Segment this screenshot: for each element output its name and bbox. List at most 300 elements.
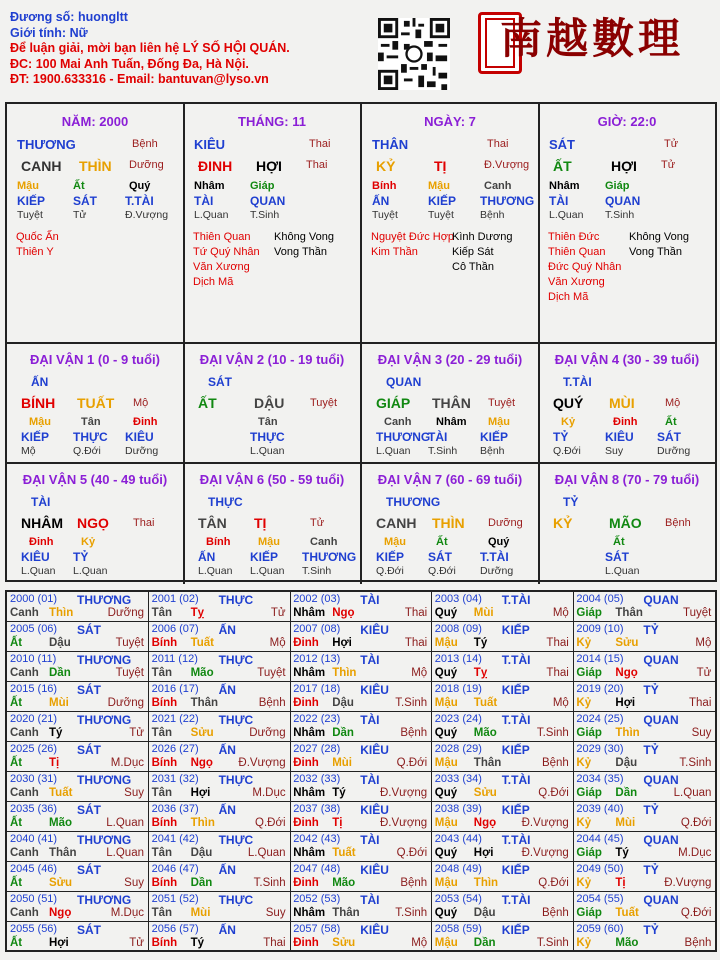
- year-ten-god: KIÊU: [360, 923, 389, 937]
- year-stem: Tân: [151, 607, 173, 619]
- year-label: 2005 (06): [10, 623, 58, 635]
- year-cell: [573, 712, 715, 742]
- hidden-ten-god: TÀI: [549, 194, 569, 208]
- year-cell: [573, 652, 715, 682]
- year-stem: Canh: [10, 667, 39, 679]
- hidden-stem: Tân: [81, 416, 101, 428]
- star-item: Kiếp Sát: [452, 246, 494, 258]
- year-status: Suy: [265, 907, 286, 919]
- year-branch: Thân: [49, 847, 77, 859]
- year-status: Thai: [546, 667, 569, 679]
- year-cell: [432, 922, 574, 952]
- pillar-ten-god: THƯƠNG: [17, 137, 76, 152]
- year-stem: Quý: [434, 607, 458, 619]
- year-label: 2056 (57): [151, 923, 199, 935]
- dai-van-5: [7, 464, 185, 584]
- dai-van-3: [362, 344, 540, 464]
- year-status: Tuyệt: [683, 607, 712, 619]
- year-cell: [7, 652, 149, 682]
- year-stem: Quý: [434, 847, 458, 859]
- year-cell: [149, 742, 291, 772]
- pillar-branch-status: Dưỡng: [129, 159, 164, 171]
- hidden-stem: Quý: [129, 180, 151, 192]
- pillar-branch-status: Đ.Vượng: [484, 159, 530, 171]
- year-branch: Tỵ: [190, 607, 205, 619]
- year-status: Mộ: [411, 667, 428, 679]
- hidden-status: Q.Đới: [73, 445, 101, 457]
- year-branch: Tuất: [190, 637, 215, 649]
- year-status: Tuyệt: [115, 637, 144, 649]
- hidden-ten-god: THƯƠNG: [480, 194, 535, 208]
- year-stem: Đinh: [293, 697, 319, 709]
- year-cell: [573, 592, 715, 622]
- year-cell: [432, 712, 574, 742]
- year-status: Mộ: [411, 937, 428, 949]
- year-status: Dưỡng: [107, 607, 144, 619]
- year-status: Bệnh: [400, 877, 428, 889]
- dai-van-status: Tuyệt: [488, 397, 516, 409]
- year-stem: Tân: [151, 667, 173, 679]
- year-cell: [432, 622, 574, 652]
- dai-van-stem: TÂN: [198, 515, 227, 531]
- dai-van-title: ĐẠI VẬN 2 (10 - 19 tuổi): [199, 352, 345, 367]
- year-status: Tử: [129, 937, 144, 949]
- year-status: Tử: [129, 727, 144, 739]
- hidden-status: Dưỡng: [480, 565, 514, 577]
- year-status: M.Dục: [678, 847, 712, 859]
- year-ten-god: THƯƠNG: [77, 893, 132, 907]
- year-status: M.Dục: [110, 907, 144, 919]
- year-label: 2000 (01): [10, 593, 58, 605]
- hidden-status: L.Quan: [73, 565, 108, 577]
- year-status: Mộ: [269, 637, 286, 649]
- pillar-title: THÁNG: 11: [238, 114, 306, 129]
- year-cell: [432, 802, 574, 832]
- year-branch: Thân: [332, 907, 360, 919]
- year-label: 2029 (30): [576, 743, 624, 755]
- year-status: T.Sinh: [395, 907, 428, 919]
- year-branch: Hợi: [615, 697, 636, 709]
- year-branch: Mão: [190, 667, 214, 679]
- year-label: 2044 (45): [576, 833, 624, 845]
- year-stem: Canh: [10, 907, 39, 919]
- star-item: Dịch Mã: [548, 291, 589, 303]
- year-label: 2016 (17): [151, 683, 199, 695]
- year-ten-god: SÁT: [77, 863, 101, 877]
- year-branch: Mùi: [190, 907, 211, 919]
- year-status: Suy: [691, 727, 712, 739]
- pillar-branch: HỢI: [256, 158, 282, 174]
- year-cell: [432, 892, 574, 922]
- year-label: 2046 (47): [151, 863, 199, 875]
- pillar-branch: TỊ: [434, 158, 447, 174]
- hidden-status: Bệnh: [480, 209, 505, 221]
- year-stem: Đinh: [293, 817, 319, 829]
- star-item: Tứ Quý Nhân: [193, 246, 260, 258]
- year-ten-god: KIẾP: [501, 683, 530, 697]
- year-branch: Dậu: [615, 757, 638, 769]
- year-ten-god: TỶ: [643, 683, 659, 697]
- hidden-status: L.Quan: [376, 445, 411, 457]
- year-cell: [432, 592, 574, 622]
- star-item: Vong Thần: [629, 246, 683, 258]
- year-stem: Canh: [10, 607, 39, 619]
- pillar-title: NGÀY: 7: [424, 114, 476, 129]
- year-ten-god: ẤN: [218, 623, 236, 637]
- year-status: Đ.Vượng: [521, 817, 569, 829]
- year-stem: Nhâm: [293, 727, 326, 739]
- year-ten-god: KIÊU: [360, 743, 389, 757]
- year-ten-god: THỰC: [218, 653, 254, 667]
- year-ten-god: T.TÀI: [501, 713, 531, 727]
- year-status: M.Dục: [110, 757, 144, 769]
- year-ten-god: T.TÀI: [501, 773, 531, 787]
- year-label: 2027 (28): [293, 743, 341, 755]
- year-ten-god: QUAN: [643, 713, 679, 727]
- year-status: L.Quan: [247, 847, 286, 859]
- year-status: L.Quan: [106, 847, 144, 859]
- star-item: Đức Quý Nhân: [548, 261, 622, 273]
- pillar-top-status: Bệnh: [132, 138, 158, 150]
- year-branch: Thìn: [473, 877, 499, 889]
- year-label: 2009 (10): [576, 623, 624, 635]
- year-cell: [149, 712, 291, 742]
- year-label: 2023 (24): [434, 713, 482, 725]
- year-stem: Bính: [151, 637, 178, 649]
- year-cell: [573, 862, 715, 892]
- hidden-stem: Bính: [372, 180, 397, 192]
- year-branch: Thân: [190, 697, 219, 709]
- year-cell: [432, 862, 574, 892]
- dai-van-8: [539, 464, 715, 584]
- year-status: Thai: [689, 697, 712, 709]
- year-ten-god: TỶ: [643, 923, 659, 937]
- dai-van-stem: ẤT: [198, 395, 217, 411]
- year-stem: Đinh: [293, 877, 319, 889]
- year-ten-god: SÁT: [77, 623, 101, 637]
- year-cell: [7, 772, 149, 802]
- year-ten-god: SÁT: [77, 803, 101, 817]
- year-stem: Ất: [10, 877, 23, 889]
- year-label: 2017 (18): [293, 683, 341, 695]
- year-branch: Hợi: [190, 787, 211, 799]
- dai-van-status: Thai: [133, 517, 155, 529]
- year-stem: Ất: [10, 637, 23, 649]
- hidden-status: T.Sinh: [605, 209, 635, 221]
- year-branch: Tuất: [332, 847, 356, 859]
- year-cell: [149, 922, 291, 952]
- dai-van-status: Dưỡng: [488, 517, 523, 529]
- hidden-stem: Canh: [310, 536, 338, 548]
- year-cell: [7, 592, 149, 622]
- year-status: Tuyệt: [115, 667, 144, 679]
- hidden-ten-god: T.TÀI: [125, 194, 154, 208]
- year-stem: Nhâm: [293, 847, 326, 859]
- year-cell: [7, 862, 149, 892]
- year-cell: [290, 772, 432, 802]
- year-branch: Tuất: [615, 907, 639, 919]
- star-item: Kình Dương: [452, 231, 513, 243]
- hidden-status: Mộ: [21, 445, 36, 457]
- year-stem: Bính: [151, 877, 178, 889]
- dai-van-title: ĐẠI VẬN 1 (0 - 9 tuổi): [29, 352, 160, 367]
- hidden-stem: Kỷ: [81, 536, 96, 548]
- year-branch: Tý: [190, 937, 205, 949]
- year-ten-god: QUAN: [643, 833, 679, 847]
- year-stem: Kỷ: [576, 817, 592, 829]
- year-ten-god: SÁT: [77, 923, 101, 937]
- star-item: Quốc Ấn: [16, 231, 59, 243]
- year-label: 2001 (02): [151, 593, 199, 605]
- year-label: 2021 (22): [151, 713, 199, 725]
- year-status: Tử: [696, 667, 712, 679]
- year-stem: Giáp: [576, 847, 602, 859]
- star-item: Cô Thần: [452, 261, 494, 273]
- year-branch: Hợi: [332, 637, 352, 649]
- dai-van-status: Tuyệt: [310, 397, 338, 409]
- year-cell: [290, 622, 432, 652]
- year-ten-god: KIÊU: [360, 863, 389, 877]
- year-label: 2054 (55): [576, 893, 624, 905]
- year-stem: Mậu: [434, 937, 458, 949]
- year-ten-god: TỶ: [643, 863, 659, 877]
- star-item: Thiên Y: [16, 246, 54, 258]
- year-ten-god: TÀI: [360, 593, 380, 607]
- hidden-status: L.Quan: [250, 565, 285, 577]
- hidden-stem: Mậu: [258, 536, 280, 548]
- year-stem: Canh: [10, 847, 39, 859]
- year-ten-god: THƯƠNG: [77, 713, 132, 727]
- year-status: Q.Đới: [396, 847, 428, 859]
- year-branch: Ngọ: [615, 667, 638, 679]
- star-item: Không Vong: [629, 231, 689, 243]
- pillar-ten-god: KIÊU: [194, 137, 226, 152]
- year-cell: [290, 682, 432, 712]
- dai-van-stem: NHÂM: [21, 515, 63, 531]
- hidden-ten-god: THƯƠNG: [376, 430, 431, 444]
- year-stem: Mậu: [434, 697, 458, 709]
- pillar-1: [184, 104, 362, 344]
- hidden-ten-god: TÀI: [428, 430, 448, 444]
- year-cell: [290, 892, 432, 922]
- year-ten-god: THỰC: [218, 593, 254, 607]
- year-branch: Mão: [615, 937, 639, 949]
- year-label: 2051 (52): [151, 893, 199, 905]
- year-ten-god: TÀI: [360, 773, 380, 787]
- year-stem: Mậu: [434, 757, 458, 769]
- year-cell: [573, 832, 715, 862]
- year-cell: [290, 862, 432, 892]
- year-status: Đ.Vượng: [379, 787, 428, 799]
- year-stem: Kỷ: [576, 697, 592, 709]
- year-ten-god: ẤN: [218, 923, 236, 937]
- year-stem: Canh: [10, 787, 39, 799]
- year-stem: Canh: [10, 727, 39, 739]
- year-branch: Hợi: [473, 847, 494, 859]
- year-cell: [290, 652, 432, 682]
- hidden-stem: Đinh: [29, 536, 54, 548]
- dai-van-6: [184, 464, 362, 584]
- hidden-ten-god: KIÊU: [125, 430, 154, 444]
- address-line: ĐC: 100 Mai Anh Tuấn, Đống Đa, Hà Nội.: [10, 56, 249, 71]
- year-branch: Sửu: [473, 787, 497, 799]
- year-cell: [290, 802, 432, 832]
- year-ten-god: SÁT: [77, 743, 101, 757]
- hidden-status: L.Quan: [21, 565, 56, 577]
- year-label: 2010 (11): [10, 653, 57, 665]
- dai-van-status: Mộ: [665, 397, 681, 409]
- hidden-status: T.Sinh: [250, 209, 280, 221]
- hidden-status: Đ.Vượng: [125, 209, 169, 221]
- hidden-stem: Bính: [206, 536, 231, 548]
- year-status: T.Sinh: [679, 757, 712, 769]
- year-ten-god: KIẾP: [501, 743, 530, 757]
- hidden-stem: Mậu: [428, 180, 450, 192]
- year-stem: Kỷ: [576, 937, 592, 949]
- year-label: 2037 (38): [293, 803, 341, 815]
- pillar-branch-status: Thai: [306, 159, 328, 171]
- year-label: 2040 (41): [10, 833, 58, 845]
- year-label: 2014 (15): [576, 653, 624, 665]
- hidden-stem: Ất: [436, 536, 448, 548]
- year-cell: [7, 682, 149, 712]
- year-cell: [7, 802, 149, 832]
- year-branch: Tý: [332, 787, 346, 799]
- star-item: Vong Thần: [274, 246, 328, 258]
- year-branch: Tý: [615, 847, 629, 859]
- pillar-branch: THÌN: [79, 158, 112, 174]
- dai-van-7: [362, 464, 540, 584]
- year-branch: Dậu: [473, 907, 496, 919]
- dai-van-stem: QUÝ: [553, 395, 584, 411]
- year-stem: Quý: [434, 667, 458, 679]
- hidden-status: Suy: [605, 445, 624, 457]
- year-stem: Tân: [151, 787, 173, 799]
- year-ten-god: ẤN: [218, 683, 236, 697]
- year-status: Dưỡng: [249, 727, 286, 739]
- dai-van-branch: TUẤT: [77, 395, 115, 411]
- year-label: 2038 (39): [434, 803, 482, 815]
- year-status: M.Dục: [252, 787, 286, 799]
- year-label: 2034 (35): [576, 773, 624, 785]
- year-label: 2050 (51): [10, 893, 58, 905]
- year-branch: Mùi: [473, 607, 494, 619]
- year-branch: Mùi: [332, 757, 352, 769]
- year-ten-god: T.TÀI: [501, 653, 531, 667]
- year-label: 2047 (48): [293, 863, 341, 875]
- year-stem: Bính: [151, 697, 178, 709]
- year-cell: [432, 682, 574, 712]
- hidden-status: L.Quan: [549, 209, 584, 221]
- year-stem: Bính: [151, 937, 178, 949]
- pillar-branch-status: Tử: [661, 159, 676, 171]
- year-cell: [573, 682, 715, 712]
- year-label: 2059 (60): [576, 923, 624, 935]
- year-label: 2020 (21): [10, 713, 58, 725]
- year-stem: Nhâm: [293, 667, 326, 679]
- year-stem: Giáp: [576, 787, 602, 799]
- year-ten-god: KIẾP: [501, 863, 530, 877]
- hidden-stem: Mậu: [29, 416, 51, 428]
- hidden-ten-god: THỰC: [250, 430, 285, 444]
- year-cell: [573, 622, 715, 652]
- gender-value: Nữ: [69, 25, 88, 40]
- year-stem: Kỷ: [576, 637, 592, 649]
- year-label: 2006 (07): [151, 623, 199, 635]
- hidden-ten-god: KIẾP: [480, 430, 509, 444]
- hidden-ten-god: SÁT: [605, 550, 629, 564]
- pillar-stem: ĐINH: [198, 158, 233, 174]
- hidden-ten-god: QUAN: [250, 194, 286, 208]
- hidden-stem: Nhâm: [436, 416, 467, 428]
- pillar-top-status: Thai: [487, 138, 509, 150]
- year-label: 2036 (37): [151, 803, 199, 815]
- year-ten-god: TÀI: [360, 713, 380, 727]
- pillar-ten-god: SÁT: [549, 137, 575, 152]
- pillar-top-status: Thai: [309, 138, 331, 150]
- hidden-ten-god: TỶ: [553, 430, 569, 444]
- brand-logo: 南越數理: [500, 14, 685, 63]
- hidden-ten-god: SÁT: [73, 194, 97, 208]
- year-branch: Dần: [49, 667, 71, 679]
- year-status: Đ.Vượng: [664, 877, 712, 889]
- year-label: 2012 (13): [293, 653, 341, 665]
- year-branch: Mùi: [615, 817, 636, 829]
- dai-van-branch: MÙI: [609, 395, 635, 411]
- year-status: Tuyệt: [257, 667, 286, 679]
- year-ten-god: THƯƠNG: [77, 593, 132, 607]
- year-stem: Nhâm: [293, 787, 326, 799]
- year-label: 2041 (42): [151, 833, 199, 845]
- year-ten-god: THỰC: [218, 833, 254, 847]
- year-stem: Nhâm: [293, 907, 326, 919]
- star-item: Thiên Quan: [193, 231, 251, 243]
- dai-van-stem: BÍNH: [21, 395, 56, 411]
- year-branch: Hợi: [49, 937, 69, 949]
- year-label: 2011 (12): [151, 653, 198, 665]
- year-branch: Mùi: [49, 697, 69, 709]
- dai-van-title: ĐẠI VẬN 5 (40 - 49 tuổi): [22, 472, 168, 487]
- year-branch: Ngọ: [190, 757, 213, 769]
- hidden-stem: Ất: [613, 536, 625, 548]
- year-label: 2043 (44): [434, 833, 482, 845]
- year-label: 2033 (34): [434, 773, 482, 785]
- year-cell: [149, 802, 291, 832]
- year-label: 2018 (19): [434, 683, 482, 695]
- year-label: 2002 (03): [293, 593, 341, 605]
- year-stem: Ất: [10, 817, 23, 829]
- year-stem: Tân: [151, 847, 173, 859]
- dai-van-branch: THÂN: [432, 395, 471, 411]
- year-label: 2030 (31): [10, 773, 58, 785]
- pillar-title: GIỜ: 22:0: [597, 114, 657, 129]
- year-ten-god: KIÊU: [360, 803, 389, 817]
- year-cell: [149, 592, 291, 622]
- year-label: 2008 (09): [434, 623, 482, 635]
- year-status: Suy: [124, 787, 144, 799]
- hidden-status: Q.Đới: [428, 565, 456, 577]
- year-ten-god: THỰC: [218, 773, 254, 787]
- dai-van-title: ĐẠI VẬN 7 (60 - 69 tuổi): [377, 472, 523, 487]
- year-cell: [7, 832, 149, 862]
- hidden-status: Dưỡng: [657, 445, 691, 457]
- year-label: 2019 (20): [576, 683, 624, 695]
- year-cell: [573, 802, 715, 832]
- year-label: 2031 (32): [151, 773, 199, 785]
- year-stem: Đinh: [293, 937, 319, 949]
- year-ten-god: SÁT: [77, 683, 101, 697]
- year-status: T.Sinh: [253, 877, 286, 889]
